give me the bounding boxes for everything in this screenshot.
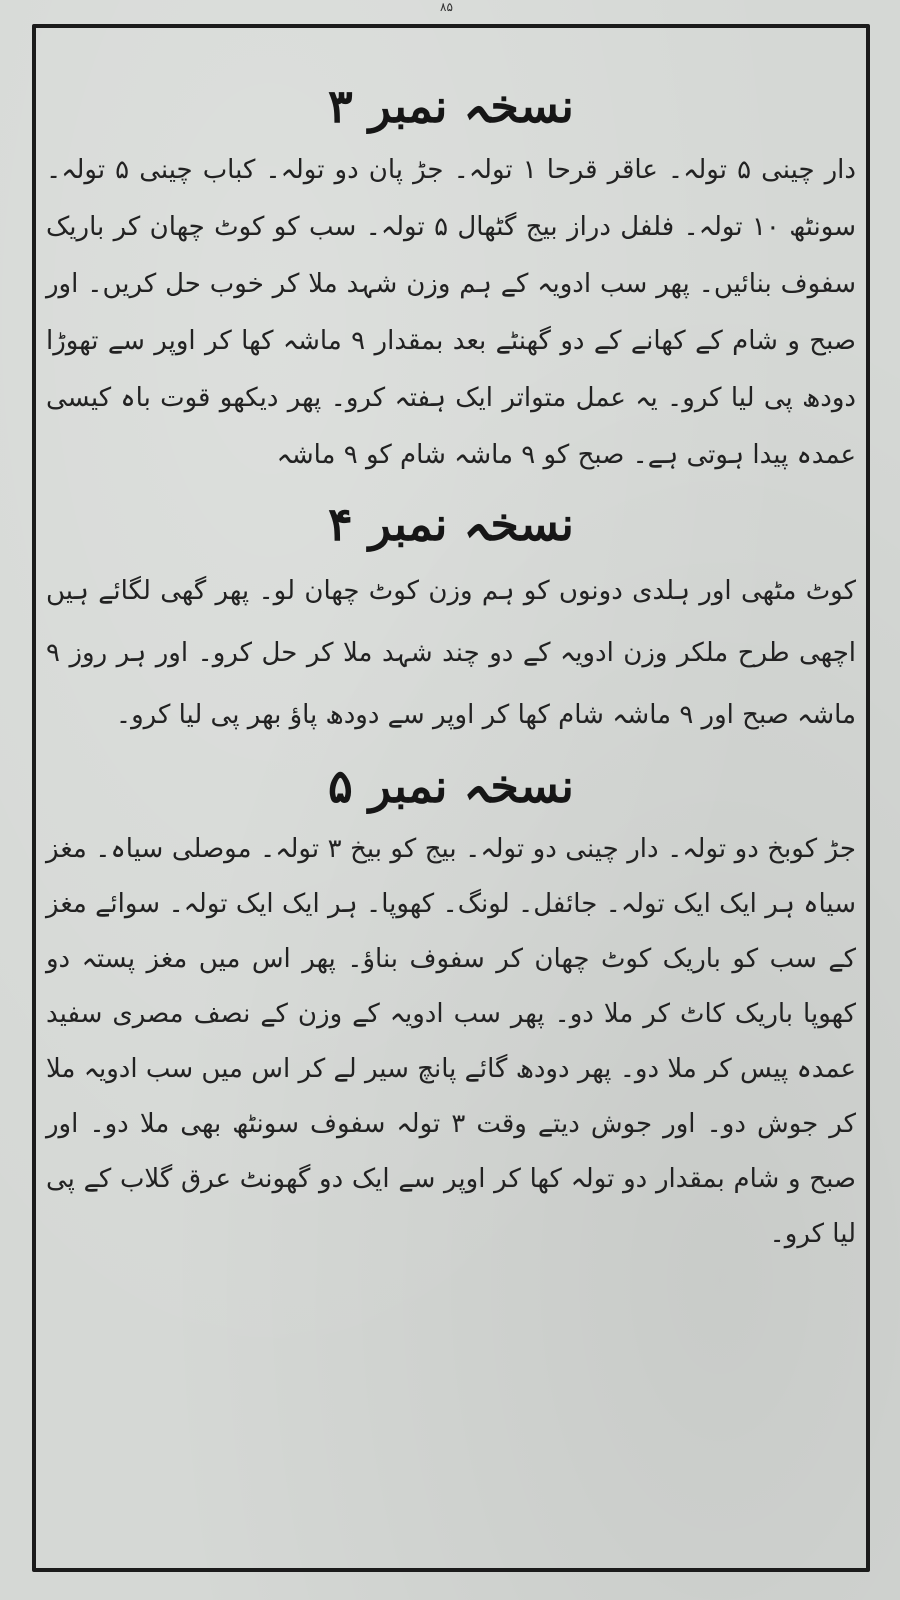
- recipe-heading: نسخہ نمبر ۵: [328, 759, 574, 813]
- recipe-section-5: [46, 750, 856, 1262]
- page-number: ۸۵: [440, 0, 453, 14]
- recipe-content: [46, 70, 856, 1266]
- recipe-body: کوٹ مٹھی اور ہلدی دونوں کو ہم وزن کوٹ چھان لو۔ پھر گھی لگائے ہیں اچھی طرح ملکر وزن ادویہ کے دو چند شہد ملا کر حل کرو۔ اور ہر روز ۹ ماشہ صبح اور ۹ ماشہ شام کھا کر اوپر سے دودھ پاؤ بھر پی لیا کرو۔: [46, 576, 856, 730]
- recipe-body: دار چینی ۵ تولہ۔ عاقر قرحا ۱ تولہ۔ جڑ پان دو تولہ۔ کباب چینی ۵ تولہ۔ سونٹھ ۱۰ تولہ۔ فلفل دراز بیج گٹھال ۵ تولہ۔ سب کو کوٹ چھان کر باریک سفوف بنائیں۔ پھر سب ادویہ کے ہم وزن شہد ملا کر خوب حل کریں۔ اور صبح و شام کے کھانے کے دو گھنٹے بعد بمقدار ۹ ماشہ کھا کر اوپر سے تھوڑا دودھ پی لیا کرو۔ یہ عمل متواتر ایک ہفتہ کرو۔ پھر دیکھو قوت باہ کیسی عمدہ پیدا ہوتی ہے۔ صبح کو ۹ ماشہ شام کو ۹ ماشہ: [46, 155, 857, 470]
- recipe-body: جڑ کوبخ دو تولہ۔ دار چینی دو تولہ۔ بیج کو بیخ ۳ تولہ۔ موصلی سیاہ۔ مغز سیاہ ہر ایک ایک تولہ۔ جائفل۔ لونگ۔ کھوپا۔ ہر ایک ایک تولہ۔ سوائے مغز کے سب کو باریک کوٹ چھان کر سفوف بناؤ۔ پھر اس میں مغز پستہ دو کھوپا باریک کاٹ کر ملا دو۔ پھر سب ادویہ کے وزن کے نصف مصری سفید عمدہ پیس کر ملا دو۔ پھر دودھ گائے پانچ سیر لے کر اس میں سب ادویہ ملا کر جوش دو۔ اور جوش دیتے وقت ۳ تولہ سفوف سونٹھ بھی ملا دو۔ اور صبح و شام بمقدار دو تولہ کھا کر اوپر سے ایک دو گھونٹ عرق گلاب کے پی لیا کرو۔: [46, 834, 857, 1249]
- recipe-heading: نسخہ نمبر ۴: [328, 497, 574, 551]
- recipe-section-4: [46, 488, 856, 746]
- recipe-heading: نسخہ نمبر ۳: [328, 79, 574, 133]
- recipe-section-3: [46, 70, 856, 484]
